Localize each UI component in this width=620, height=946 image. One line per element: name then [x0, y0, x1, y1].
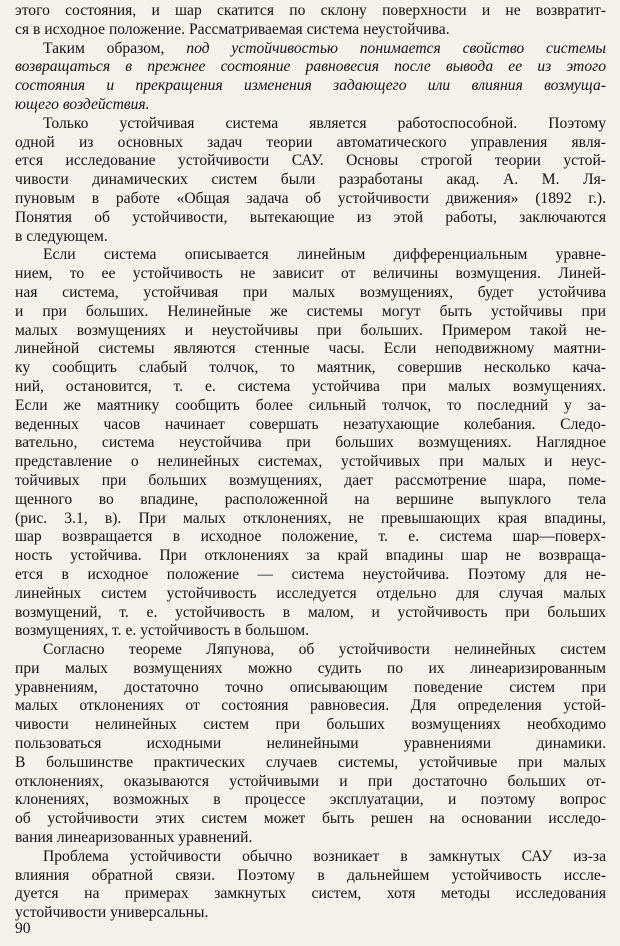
- text-line: линейных систем устойчивость исследуется отдельно для случая малых: [15, 584, 606, 602]
- text-line: в следующем.: [15, 227, 108, 245]
- text-line: влияния обратной связи. Поэтому в дальнейшем устойчивость иссле-: [15, 866, 606, 884]
- text-line: клонениях, возможных в процессе эксплуатации, и поэтому вопрос: [15, 791, 606, 809]
- text-line: ку сообщить слабый толчок, то маятник, совершив несколько кача-: [15, 359, 606, 377]
- text-line: отклонениях, оказываются устойчивыми и при достаточно больших от-: [15, 772, 606, 790]
- text-line: вательно, система неустойчива при больших возмущениях. Наглядное: [15, 434, 606, 452]
- text-line: (рис. 3.1, в). При малых отклонениях, не превышающих края впадины,: [15, 509, 606, 527]
- line-text: Только устойчивая система является работоспособной. Поэтому: [43, 114, 606, 132]
- text-line: тойчивых при больших возмущениях, дает рассмотрение шара, поме-: [15, 471, 606, 489]
- text-line: уравнениям, достаточно точно описывающим поведение систем при: [15, 678, 606, 696]
- paragraph-3: [15, 115, 606, 247]
- text-line: представление о нелинейных системах, устойчивых при малых и неус-: [15, 453, 606, 471]
- paragraph-5: [15, 641, 606, 848]
- text-line: состояния и прекращения изменения задающего или влияния возмуща-: [15, 77, 606, 95]
- italic-text: под устойчивостью понимается свойство системы: [186, 39, 606, 57]
- text-line: при малых возмущениях можно судить по их линеаризированным: [15, 659, 606, 677]
- text-line: об устойчивости этих систем может быть решен на основании исследо-: [15, 810, 606, 828]
- text-line: линейной системы являются стенные часы. Если неподвижному маятни-: [15, 340, 606, 358]
- text-line: веденных часов начинает совершать незатухающие колебания. Следо-: [15, 415, 606, 433]
- text-line: [15, 246, 606, 265]
- text-line: В большинстве практических случаев системы, устойчивые при малых: [15, 753, 606, 771]
- text-line: [15, 115, 606, 134]
- paragraph-1: [15, 2, 606, 40]
- text-line: возвращаться в прежнее состояние равновесия после вывода ее из этого: [15, 58, 606, 76]
- paragraph-2-definition: [15, 40, 606, 115]
- text-line: дуется на примерах замкнутых систем, хотя методы исследования: [15, 885, 606, 903]
- text-line: одной из основных задач теории автоматического управления явля-: [15, 133, 606, 151]
- text-line: ется в исходное положение — система неустойчива. Поэтому для не-: [15, 565, 606, 583]
- text-line: пользоваться исходными нелинейными уравнениями динамики.: [15, 735, 606, 753]
- text-line: и при больших. Нелинейные же системы могут быть устойчивы при: [15, 302, 606, 320]
- text-line: ется исследование устойчивости САУ. Основы строгой теории устой-: [15, 152, 606, 170]
- text-line: этого состояния, и шар скатится по склону поверхности и не возвратит-: [15, 2, 606, 19]
- text-line: малых отклонениях от состояния равновесия. Для определения устой-: [15, 697, 606, 715]
- text-line: ний, остановится, т. е. система устойчива при малых возмущениях.: [15, 377, 606, 395]
- text-line: ся в исходное положение. Рассматриваемая система неустойчива.: [15, 20, 450, 38]
- page-body: [15, 2, 606, 923]
- text-line: ющего воздействия.: [15, 95, 150, 113]
- page-number: 90: [15, 920, 31, 937]
- paragraph-4: [15, 246, 606, 641]
- text-line: нием, то ее устойчивость не зависит от величины возмущения. Линей-: [15, 265, 606, 283]
- text-line: вания линеаризованных уравнений.: [15, 829, 253, 847]
- text-line: Понятия об устойчивости, вытекающие из этой работы, заключаются: [15, 208, 606, 226]
- line-text: Согласно теореме Ляпунова, об устойчивости нелинейных систем: [43, 641, 606, 659]
- text-line: малых возмущениях и неустойчивы при больших. Примером такой не-: [15, 321, 606, 339]
- line-text: Если система описывается линейным дифференциальным уравне-: [43, 246, 606, 264]
- text-line: чивости нелинейных систем при больших возмущениях необходимо: [15, 716, 606, 734]
- line-text: Проблема устойчивости обычно возникает в замкнутых САУ из-за: [43, 847, 606, 865]
- text-line: устойчивости универсальны.: [15, 904, 209, 922]
- text-line: пуновым в работе «Общая задача об устойчивости движения» (1892 г.).: [15, 189, 606, 207]
- text-line: Если же маятнику сообщить более сильный толчок, то последний у за-: [15, 396, 606, 414]
- text-line: [15, 40, 606, 59]
- text-line: возмущениях, т. е. устойчивость в большом.: [15, 622, 309, 640]
- lead-text: Таким образом,: [43, 39, 187, 57]
- text-line: шар возвращается в исходное положение, т. е. система шар—поверх-: [15, 528, 606, 546]
- text-line: щенного во впадине, расположенной на вершине выпуклого тела: [15, 490, 606, 508]
- text-line: чивости динамических систем были разработаны акад. А. М. Ля-: [15, 171, 606, 189]
- paragraph-6: [15, 848, 606, 923]
- text-line: [15, 641, 606, 660]
- text-line: ная система, устойчивая при малых возмущениях, будет устойчива: [15, 283, 606, 301]
- text-line: ность устойчива. При отклонениях за край впадины шар не возвраща-: [15, 547, 606, 565]
- text-line: возмущений, т. е. устойчивость в малом, и устойчивость при больших: [15, 603, 606, 621]
- text-line: [15, 848, 606, 867]
